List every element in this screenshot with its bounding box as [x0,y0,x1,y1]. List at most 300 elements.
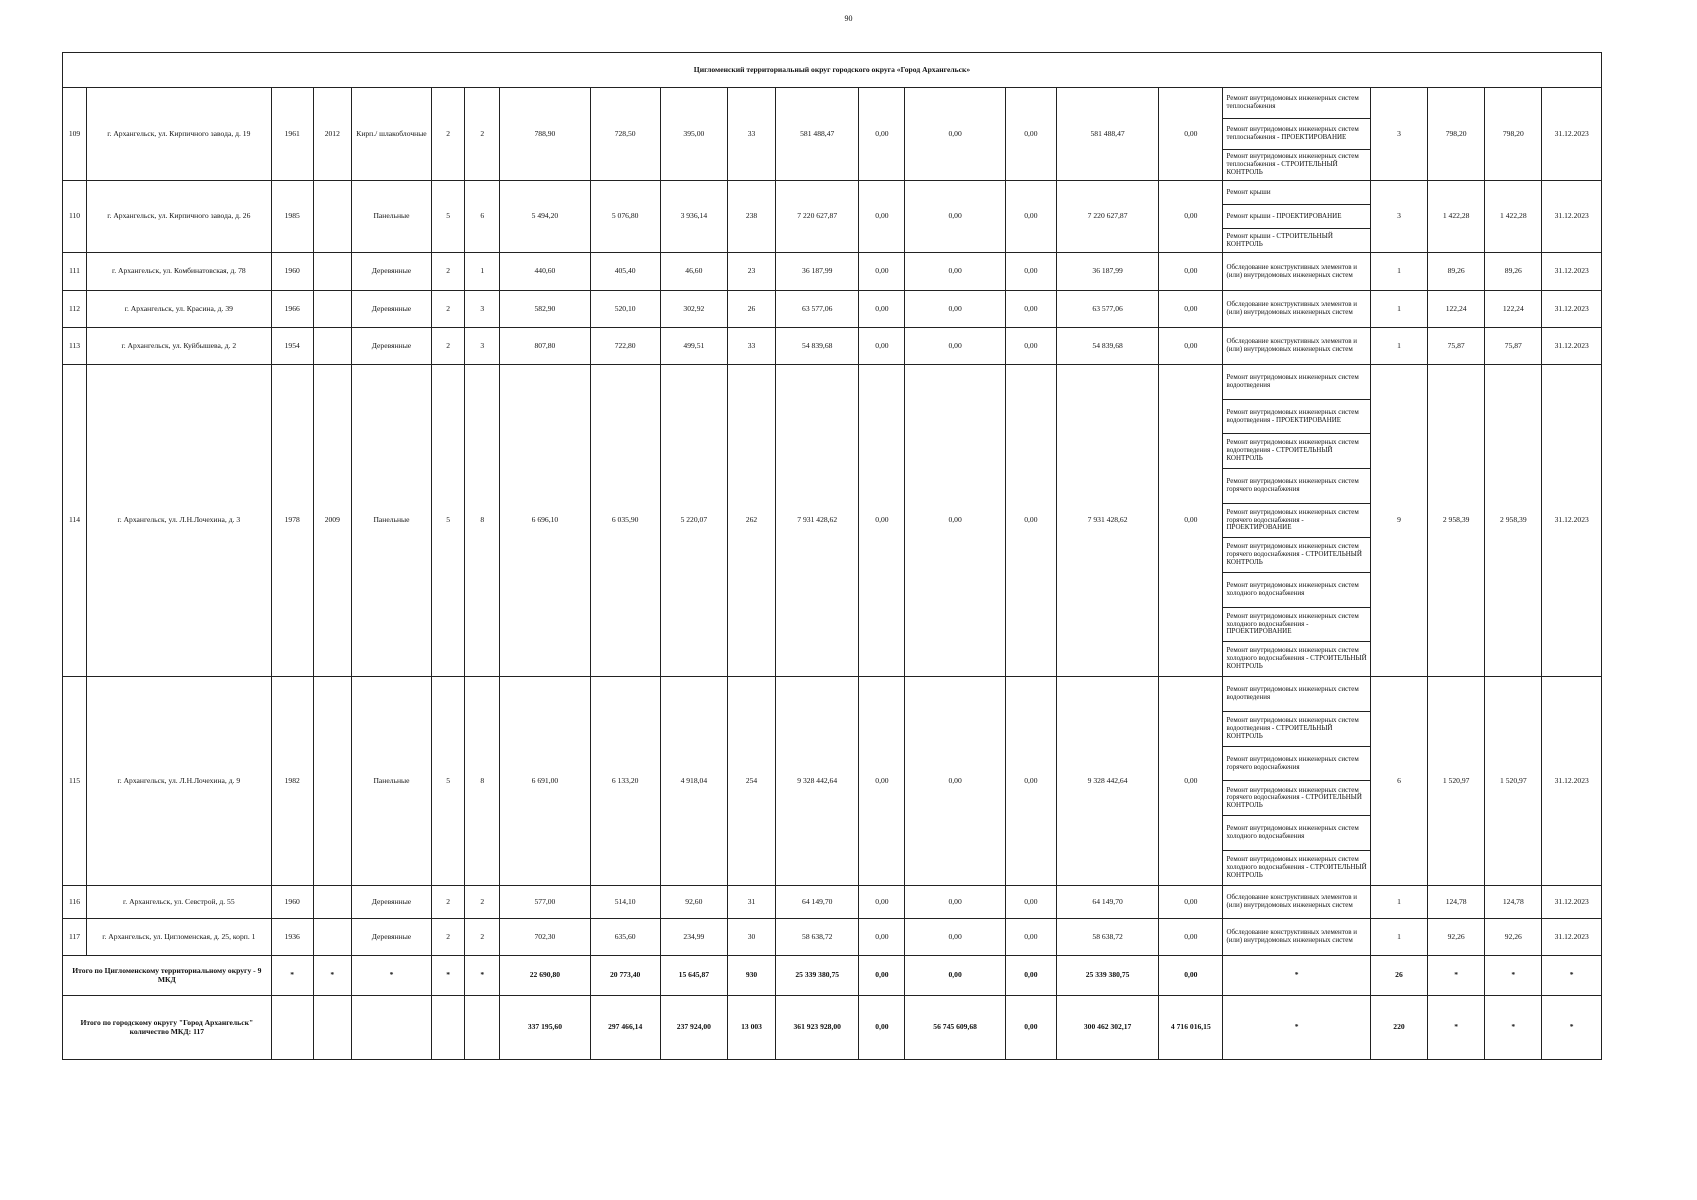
unit-cost-cell: 92,26 [1428,919,1485,956]
work-item-label: Ремонт внутридомовых инженерных систем холодного водоснабжения [1226,824,1359,841]
unit-cost-cell: 122,24 [1428,291,1485,328]
row-number: 116 [63,886,87,919]
year-built-cell [271,996,313,1060]
work-item-label: Ремонт внутридомовых инженерных систем водоотведения - ПРОЕКТИРОВАНИЕ [1226,407,1359,424]
area-living-cell: 514,10 [590,886,660,919]
works-list [1223,253,1369,290]
row-number: 109 [63,88,87,181]
walls-cell: Деревянные [351,253,431,291]
year-renov-cell: 2012 [313,88,351,181]
address-cell: г. Архангельск, ул. Куйбышева, д. 2 [87,328,272,365]
work-item [1223,642,1369,676]
work-item [1223,573,1369,608]
c4-cell: 581 488,47 [1056,88,1158,181]
count-cell: 1 [1370,253,1427,291]
year-built-cell: 1982 [271,677,313,886]
work-item [1223,253,1369,290]
works-list [1223,328,1369,364]
work-item-label: Ремонт внутридомовых инженерных систем водоотведения - СТРОИТЕЛЬНЫЙ КОНТРОЛЬ [1226,716,1359,740]
cost-total-cell: 63 577,06 [776,291,859,328]
unit-cost-cell: * [1428,996,1485,1060]
total-row [63,996,1602,1060]
deadline-cell: 31.12.2023 [1542,88,1602,181]
area-total-cell: 702,30 [500,919,590,956]
c4-cell: 63 577,06 [1056,291,1158,328]
walls-cell: Кирп./ шлакоблочные [351,88,431,181]
area-res-cell: 5 220,07 [660,365,727,677]
work-item-label: Ремонт внутридомовых инженерных систем водоотведения - СТРОИТЕЛЬНЫЙ КОНТРОЛЬ [1226,438,1359,463]
c3-cell: 0,00 [1005,996,1056,1060]
cost-total-cell: 64 149,70 [776,886,859,919]
cost-total-cell: 7 220 627,87 [776,181,859,253]
cost-total-cell: 36 187,99 [776,253,859,291]
work-item-label: Ремонт внутридомовых инженерных систем холодного водоснабжения - СТРОИТЕЛЬНЫЙ КОНТРОЛЬ [1226,855,1367,879]
work-item [1223,291,1369,327]
count-cell: 1 [1370,291,1427,328]
c5-cell: 0,00 [1159,253,1223,291]
count-cell: 3 [1370,88,1427,181]
count-cell: 1 [1370,886,1427,919]
work-item [1223,400,1369,435]
c5-cell: 0,00 [1159,677,1223,886]
area-res-cell: 395,00 [660,88,727,181]
cost-total-cell: 25 339 380,75 [776,956,859,996]
address-cell: г. Архангельск, ул. Л.Н.Лочехина, д. 9 [87,677,272,886]
row-number: 110 [63,181,87,253]
area-living-cell: 635,60 [590,919,660,956]
c2-cell: 0,00 [905,291,1005,328]
work-item [1223,712,1369,747]
work-item [1223,816,1369,851]
table-row [63,365,1602,677]
year-renov-cell [313,919,351,956]
work-item-label: Ремонт внутридомовых инженерных систем теплоснабжения [1226,94,1359,110]
residents-cell: 13 003 [727,996,775,1060]
table-row [63,677,1602,886]
works-cell [1223,181,1370,253]
work-item [1223,851,1369,885]
entrances-cell: 2 [465,88,500,181]
work-item [1223,608,1369,643]
work-item [1223,469,1369,504]
work-item [1223,747,1369,782]
work-item [1223,229,1369,252]
work-item-label: Ремонт внутридомовых инженерных систем водоотведения [1226,685,1359,701]
deadline-cell: 31.12.2023 [1542,919,1602,956]
area-living-cell: 6 035,90 [590,365,660,677]
residents-cell: 930 [727,956,775,996]
year-renov-cell: 2009 [313,365,351,677]
unit-cost-max-cell: * [1485,996,1542,1060]
area-living-cell: 405,40 [590,253,660,291]
work-item-label: Обследование конструктивных элементов и (или) внутридомовых инженерных систем [1226,893,1357,909]
work-item-label: Ремонт крыши - СТРОИТЕЛЬНЫЙ КОНТРОЛЬ [1226,231,1333,248]
floors-cell: 5 [432,677,465,886]
works-cell: * [1223,996,1370,1060]
district-header: Цигломенский территориальный округ городского округа «Город Архангельск» [63,53,1602,88]
deadline-cell: 31.12.2023 [1542,886,1602,919]
work-item [1223,781,1369,816]
work-item-label: Ремонт внутридомовых инженерных систем горячего водоснабжения - СТРОИТЕЛЬНЫЙ КОНТРОЛЬ [1226,542,1362,567]
count-cell: 1 [1370,328,1427,365]
area-res-cell: 3 936,14 [660,181,727,253]
c3-cell: 0,00 [1005,181,1056,253]
row-number: 117 [63,919,87,956]
table-row [63,291,1602,328]
work-item [1223,504,1369,539]
area-res-cell: 499,51 [660,328,727,365]
year-renov-cell [313,253,351,291]
area-res-cell: 237 924,00 [660,996,727,1060]
work-item [1223,328,1369,364]
c5-cell: 0,00 [1159,956,1223,996]
row-number: 113 [63,328,87,365]
work-item [1223,88,1369,119]
year-built-cell: 1961 [271,88,313,181]
works-list [1223,365,1369,676]
c4-cell: 25 339 380,75 [1056,956,1158,996]
total-row-label: Итого по городскому округу "Город Архангельск" количество МКД: 117 [63,996,272,1060]
work-item [1223,181,1369,205]
table-row [63,328,1602,365]
entrances-cell: 2 [465,886,500,919]
c2-cell: 0,00 [905,919,1005,956]
c5-cell: 0,00 [1159,365,1223,677]
works-list [1223,291,1369,327]
works-cell [1223,365,1370,677]
residents-cell: 30 [727,919,775,956]
entrances-cell: 6 [465,181,500,253]
works-list [1223,88,1369,180]
walls-cell: * [351,956,431,996]
works-cell [1223,919,1370,956]
entrances-cell [465,996,500,1060]
work-item [1223,119,1369,150]
count-cell: 6 [1370,677,1427,886]
c1-cell: 0,00 [859,886,905,919]
work-item-label: Ремонт внутридомовых инженерных систем горячего водоснабжения - ПРОЕКТИРОВАНИЕ [1226,507,1359,532]
year-renov-cell [313,328,351,365]
deadline-cell: 31.12.2023 [1542,253,1602,291]
row-number: 112 [63,291,87,328]
work-item-label: Ремонт внутридомовых инженерных систем холодного водоснабжения [1226,581,1359,597]
table-row [63,181,1602,253]
work-item [1223,150,1369,180]
address-cell: г. Архангельск, ул. Севстрой, д. 55 [87,886,272,919]
row-number: 111 [63,253,87,291]
c4-cell: 54 839,68 [1056,328,1158,365]
cost-total-cell: 581 488,47 [776,88,859,181]
count-cell: 220 [1370,996,1427,1060]
work-item-label: Ремонт внутридомовых инженерных систем теплоснабжения - ПРОЕКТИРОВАНИЕ [1226,125,1359,141]
works-cell [1223,291,1370,328]
c5-cell: 0,00 [1159,88,1223,181]
work-item-label: Ремонт внутридомовых инженерных систем теплоснабжения - СТРОИТЕЛЬНЫЙ КОНТРОЛЬ [1226,152,1359,176]
c4-cell: 7 220 627,87 [1056,181,1158,253]
area-total-cell: 6 696,10 [500,365,590,677]
c4-cell: 58 638,72 [1056,919,1158,956]
cost-total-cell: 54 839,68 [776,328,859,365]
c5-cell: 0,00 [1159,181,1223,253]
unit-cost-max-cell: 89,26 [1485,253,1542,291]
works-cell [1223,328,1370,365]
c3-cell: 0,00 [1005,291,1056,328]
c1-cell: 0,00 [859,328,905,365]
c5-cell: 0,00 [1159,328,1223,365]
c3-cell: 0,00 [1005,886,1056,919]
work-item-label: Ремонт крыши - ПРОЕКТИРОВАНИЕ [1226,211,1342,220]
area-res-cell: 302,92 [660,291,727,328]
page-number: 90 [844,14,853,23]
row-number: 114 [63,365,87,677]
works-cell [1223,886,1370,919]
address-cell: г. Архангельск, ул. Красина, д. 39 [87,291,272,328]
cost-total-cell: 9 328 442,64 [776,677,859,886]
c5-cell: 0,00 [1159,886,1223,919]
area-total-cell: 5 494,20 [500,181,590,253]
table-row [63,919,1602,956]
work-item [1223,677,1369,712]
area-living-cell: 728,50 [590,88,660,181]
works-list [1223,919,1369,955]
cost-total-cell: 7 931 428,62 [776,365,859,677]
deadline-cell: * [1542,956,1602,996]
work-item-label: Обследование конструктивных элементов и (или) внутридомовых инженерных систем [1226,262,1357,279]
work-item-label: Ремонт внутридомовых инженерных систем холодного водоснабжения - ПРОЕКТИРОВАНИЕ [1226,611,1359,636]
unit-cost-max-cell: 75,87 [1485,328,1542,365]
work-item [1223,886,1369,918]
unit-cost-cell: 2 958,39 [1428,365,1485,677]
c4-cell: 64 149,70 [1056,886,1158,919]
walls-cell: Панельные [351,181,431,253]
unit-cost-max-cell: 122,24 [1485,291,1542,328]
floors-cell: 5 [432,181,465,253]
district-header-row [63,53,1602,88]
cost-total-cell: 58 638,72 [776,919,859,956]
subtotal-row-label: Итого по Цигломенскому территориальному округу - 9 МКД [63,956,272,996]
residents-cell: 254 [727,677,775,886]
area-living-cell: 20 773,40 [590,956,660,996]
c4-cell: 36 187,99 [1056,253,1158,291]
deadline-cell: 31.12.2023 [1542,291,1602,328]
area-res-cell: 234,99 [660,919,727,956]
c3-cell: 0,00 [1005,919,1056,956]
year-built-cell: 1960 [271,886,313,919]
unit-cost-cell: 1 422,28 [1428,181,1485,253]
capital-repair-table [62,52,1602,1060]
c5-cell: 0,00 [1159,919,1223,956]
c2-cell: 56 745 609,68 [905,996,1005,1060]
c1-cell: 0,00 [859,88,905,181]
count-cell: 26 [1370,956,1427,996]
table-row [63,88,1602,181]
walls-cell: Деревянные [351,328,431,365]
year-renov-cell: * [313,956,351,996]
count-cell: 3 [1370,181,1427,253]
residents-cell: 33 [727,88,775,181]
entrances-cell: 1 [465,253,500,291]
unit-cost-cell: 1 520,97 [1428,677,1485,886]
work-item-label: Обследование конструктивных элементов и (или) внутридомовых инженерных систем [1226,928,1357,944]
area-res-cell: 92,60 [660,886,727,919]
unit-cost-max-cell: 1 422,28 [1485,181,1542,253]
area-total-cell: 788,90 [500,88,590,181]
c3-cell: 0,00 [1005,365,1056,677]
walls-cell: Деревянные [351,919,431,956]
area-living-cell: 297 466,14 [590,996,660,1060]
c1-cell: 0,00 [859,291,905,328]
c3-cell: 0,00 [1005,88,1056,181]
year-built-cell: 1954 [271,328,313,365]
c1-cell: 0,00 [859,365,905,677]
works-cell: * [1223,956,1370,996]
c1-cell: 0,00 [859,253,905,291]
unit-cost-cell: * [1428,956,1485,996]
address-cell: г. Архангельск, ул. Комбинатовская, д. 78 [87,253,272,291]
unit-cost-max-cell: 124,78 [1485,886,1542,919]
works-list [1223,886,1369,918]
walls-cell: Деревянные [351,291,431,328]
work-item [1223,538,1369,573]
residents-cell: 238 [727,181,775,253]
count-cell: 1 [1370,919,1427,956]
c4-cell: 9 328 442,64 [1056,677,1158,886]
work-item [1223,205,1369,229]
unit-cost-max-cell: 798,20 [1485,88,1542,181]
work-item-label: Ремонт крыши [1226,187,1271,196]
year-renov-cell [313,996,351,1060]
area-res-cell: 15 645,87 [660,956,727,996]
year-built-cell: 1978 [271,365,313,677]
c2-cell: 0,00 [905,88,1005,181]
floors-cell: * [432,956,465,996]
table-row [63,886,1602,919]
c5-cell: 4 716 016,15 [1159,996,1223,1060]
area-total-cell: 577,00 [500,886,590,919]
floors-cell: 2 [432,328,465,365]
unit-cost-max-cell: * [1485,956,1542,996]
year-renov-cell [313,677,351,886]
area-total-cell: 440,60 [500,253,590,291]
c3-cell: 0,00 [1005,956,1056,996]
floors-cell [432,996,465,1060]
floors-cell: 2 [432,88,465,181]
row-number: 115 [63,677,87,886]
work-item-label: Ремонт внутридомовых инженерных систем холодного водоснабжения - СТРОИТЕЛЬНЫЙ КОНТРОЛЬ [1226,646,1367,671]
address-cell: г. Архангельск, ул. Кирпичного завода, д. 19 [87,88,272,181]
entrances-cell: 2 [465,919,500,956]
c1-cell: 0,00 [859,956,905,996]
work-item [1223,919,1369,955]
work-item [1223,365,1369,400]
c4-cell: 300 462 302,17 [1056,996,1158,1060]
area-total-cell: 6 691,00 [500,677,590,886]
area-total-cell: 337 195,60 [500,996,590,1060]
area-living-cell: 520,10 [590,291,660,328]
c2-cell: 0,00 [905,328,1005,365]
walls-cell [351,996,431,1060]
entrances-cell: 8 [465,677,500,886]
work-item-label: Ремонт внутридомовых инженерных систем горячего водоснабжения - СТРОИТЕЛЬНЫЙ КОНТРОЛЬ [1226,785,1362,810]
year-built-cell: 1966 [271,291,313,328]
residents-cell: 33 [727,328,775,365]
deadline-cell: 31.12.2023 [1542,365,1602,677]
deadline-cell: 31.12.2023 [1542,181,1602,253]
work-item-label: Обследование конструктивных элементов и (или) внутридомовых инженерных систем [1226,300,1357,316]
count-cell: 9 [1370,365,1427,677]
year-renov-cell [313,181,351,253]
year-built-cell: * [271,956,313,996]
area-living-cell: 722,80 [590,328,660,365]
unit-cost-cell: 75,87 [1428,328,1485,365]
year-built-cell: 1936 [271,919,313,956]
unit-cost-max-cell: 1 520,97 [1485,677,1542,886]
walls-cell: Деревянные [351,886,431,919]
floors-cell: 2 [432,291,465,328]
works-cell [1223,253,1370,291]
c2-cell: 0,00 [905,677,1005,886]
deadline-cell: * [1542,996,1602,1060]
cost-total-cell: 361 923 928,00 [776,996,859,1060]
entrances-cell: 3 [465,291,500,328]
c3-cell: 0,00 [1005,677,1056,886]
address-cell: г. Архангельск, ул. Кирпичного завода, д. 26 [87,181,272,253]
year-renov-cell [313,886,351,919]
area-total-cell: 807,80 [500,328,590,365]
entrances-cell: 3 [465,328,500,365]
floors-cell: 2 [432,919,465,956]
c3-cell: 0,00 [1005,253,1056,291]
c2-cell: 0,00 [905,181,1005,253]
entrances-cell: * [465,956,500,996]
work-item-label: Обследование конструктивных элементов и (или) внутридомовых инженерных систем [1226,337,1357,353]
year-renov-cell [313,291,351,328]
area-living-cell: 5 076,80 [590,181,660,253]
subtotal-row [63,956,1602,996]
c1-cell: 0,00 [859,677,905,886]
floors-cell: 5 [432,365,465,677]
walls-cell: Панельные [351,677,431,886]
c5-cell: 0,00 [1159,291,1223,328]
unit-cost-cell: 798,20 [1428,88,1485,181]
area-res-cell: 4 918,04 [660,677,727,886]
works-list [1223,181,1369,252]
year-built-cell: 1985 [271,181,313,253]
walls-cell: Панельные [351,365,431,677]
floors-cell: 2 [432,253,465,291]
table-row [63,253,1602,291]
c2-cell: 0,00 [905,956,1005,996]
works-cell [1223,88,1370,181]
c1-cell: 0,00 [859,919,905,956]
deadline-cell: 31.12.2023 [1542,328,1602,365]
floors-cell: 2 [432,886,465,919]
residents-cell: 23 [727,253,775,291]
deadline-cell: 31.12.2023 [1542,677,1602,886]
unit-cost-max-cell: 2 958,39 [1485,365,1542,677]
year-built-cell: 1960 [271,253,313,291]
c4-cell: 7 931 428,62 [1056,365,1158,677]
area-living-cell: 6 133,20 [590,677,660,886]
address-cell: г. Архангельск, ул. Л.Н.Лочехина, д. 3 [87,365,272,677]
area-total-cell: 582,90 [500,291,590,328]
c2-cell: 0,00 [905,886,1005,919]
c1-cell: 0,00 [859,996,905,1060]
work-item [1223,434,1369,469]
works-cell [1223,677,1370,886]
residents-cell: 31 [727,886,775,919]
area-total-cell: 22 690,80 [500,956,590,996]
